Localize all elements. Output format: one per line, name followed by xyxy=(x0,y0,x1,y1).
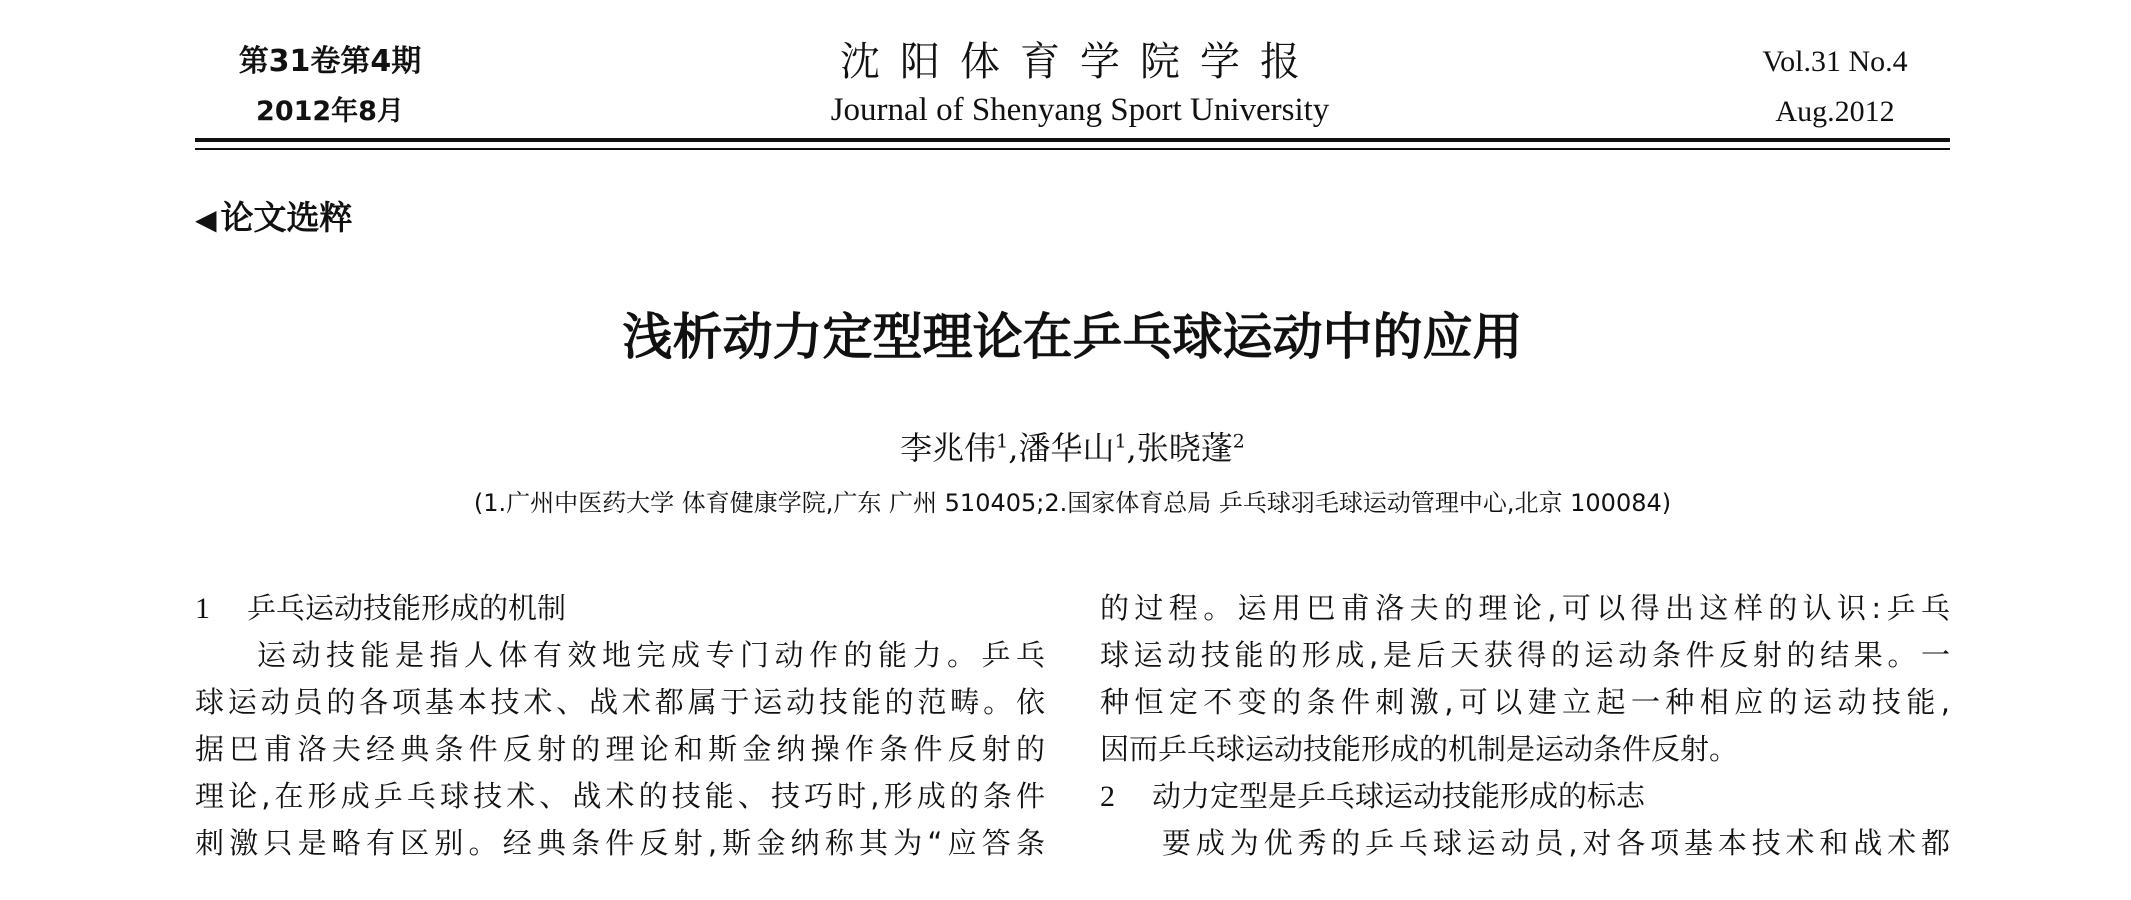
author-name: 张晓蓬 xyxy=(1136,429,1233,467)
body-column-left xyxy=(195,585,1045,867)
date-en: Aug.2012 xyxy=(1775,95,1895,128)
body-line: 球运动技能的形成,是后天获得的运动条件反射的结果。一 xyxy=(1100,638,1950,672)
author-separator: , xyxy=(1008,429,1019,467)
author-name: 潘华山 xyxy=(1018,429,1115,467)
body-line: 要成为优秀的乒乓球运动员,对各项基本技术和战术都 xyxy=(1162,826,1950,860)
affiliation: (1.广州中医药大学 体育健康学院,广东 广州 510405;2.国家体育总局 乒乓球羽毛球运动管理中心,北京 100084) xyxy=(473,489,1672,517)
body-line: 种恒定不变的条件刺激,可以建立起一种相应的运动技能, xyxy=(1100,685,1950,719)
author-list xyxy=(195,428,1950,468)
author-affil-mark: 1 xyxy=(1114,430,1127,453)
body-line: 球运动员的各项基本技术、战术都属于运动技能的范畴。依 xyxy=(195,685,1045,719)
body-column-right xyxy=(1100,585,1950,867)
volume-issue-en: Vol.31 No.4 xyxy=(1762,45,1908,78)
journal-title-cn: 沈阳体育学院学报 xyxy=(840,39,1320,85)
author-affil-mark: 1 xyxy=(996,430,1009,453)
body-line: 的过程。运用巴甫洛夫的理论,可以得出这样的认识:乒乓 xyxy=(1100,591,1950,625)
date-cn: 2012年8月 xyxy=(256,96,404,127)
volume-issue-cn: 第31卷第4期 xyxy=(238,44,422,79)
header-right xyxy=(1720,42,1950,130)
journal-title-en: Journal of Shenyang Sport University xyxy=(830,92,1330,128)
header-rule-thin xyxy=(195,148,1950,150)
section-heading-text: 乒乓运动技能形成的机制 xyxy=(247,591,567,625)
header-rule-thick xyxy=(195,138,1950,142)
author-affil-mark: 2 xyxy=(1232,430,1245,453)
triangle-marker-icon: ◀ xyxy=(195,203,217,236)
body-line: 因而乒乓球运动技能形成的机制是运动条件反射。 xyxy=(1100,732,1739,766)
header-left xyxy=(195,42,465,130)
body-line: 理论,在形成乒乓球技术、战术的技能、技巧时,形成的条件 xyxy=(195,779,1045,813)
section-number: 1 xyxy=(195,592,210,625)
body-line: 刺激只是略有区别。经典条件反射,斯金纳称其为“应答条 xyxy=(195,826,1045,860)
body-line: 运动技能是指人体有效地完成专门动作的能力。乒乓 xyxy=(257,638,1045,672)
section-label-text: 论文选粹 xyxy=(220,198,353,237)
author-name: 李兆伟 xyxy=(900,429,997,467)
body-line: 据巴甫洛夫经典条件反射的理论和斯金纳操作条件反射的 xyxy=(195,732,1045,766)
author-separator: , xyxy=(1126,429,1137,467)
section-label xyxy=(195,198,353,240)
section-heading-text: 动力定型是乒乓球运动技能形成的标志 xyxy=(1152,779,1646,813)
section-heading xyxy=(1100,773,1950,820)
header-center xyxy=(760,39,1400,128)
section-number: 2 xyxy=(1100,780,1115,813)
section-heading xyxy=(195,585,1045,632)
article-title: 浅析动力定型理论在乒乓球运动中的应用 xyxy=(622,308,1523,366)
